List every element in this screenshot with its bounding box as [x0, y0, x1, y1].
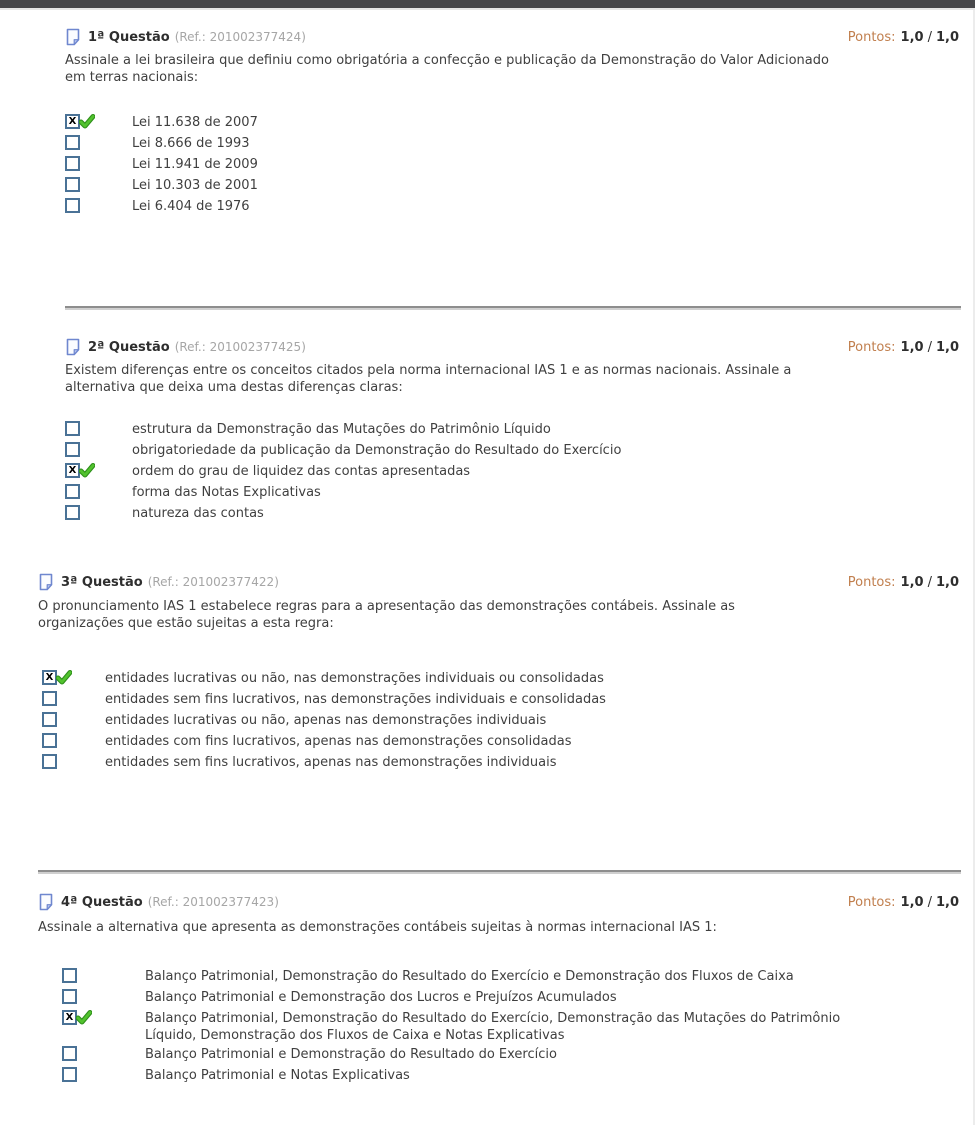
option-row: [38, 689, 959, 710]
answer-checkbox[interactable]: [62, 1046, 77, 1061]
option-label: Balanço Patrimonial e Demonstração dos Lucros e Prejuízos Acumulados: [145, 990, 617, 1005]
option-label: entidades lucrativas ou não, apenas nas demonstrações individuais: [105, 713, 547, 728]
checkbox-wrap: [65, 505, 80, 520]
options-list: [38, 966, 959, 1086]
answer-checkbox[interactable]: [65, 421, 80, 436]
question-text: Assinale a lei brasileira que definiu como obrigatória a confecção e publicação da Demonstração do Valor Adicionado em terras nacionais:: [65, 53, 829, 85]
correct-checkmark-icon: [79, 463, 95, 478]
option-label: entidades com fins lucrativos, apenas nas demonstrações consolidadas: [105, 734, 572, 749]
option-label: Lei 11.638 de 2007: [132, 115, 258, 130]
checkbox-wrap: [42, 712, 57, 727]
option-row: [65, 154, 959, 175]
points-separator: /: [927, 29, 932, 45]
option-label: obrigatoriedade da publicação da Demonstração do Resultado do Exercício: [132, 443, 622, 458]
option-label: Balanço Patrimonial, Demonstração do Resultado do Exercício e Demonstração dos Fluxos de Caixa: [145, 969, 794, 984]
option-row: [65, 482, 959, 503]
option-label: estrutura da Demonstração das Mutações do Patrimônio Líquido: [132, 422, 551, 437]
option-row: [65, 112, 959, 133]
questions-container: [0, 27, 975, 1086]
option-row: [65, 419, 959, 440]
option-row: [65, 461, 959, 482]
option-label: entidades lucrativas ou não, nas demonstrações individuais ou consolidadas: [105, 671, 604, 686]
checkbox-wrap: [42, 691, 57, 706]
points-earned: 1,0: [900, 29, 924, 45]
answer-checkbox[interactable]: [62, 989, 77, 1004]
options-list: [38, 668, 959, 773]
top-bar: [0, 0, 975, 10]
question-text: O pronunciamento IAS 1 estabelece regras para a apresentação das demonstrações contábeis. Assinale as organizações que estão sujeitas a esta regra:: [38, 599, 735, 631]
checkbox-wrap: [65, 484, 80, 499]
checkbox-wrap: [65, 421, 80, 436]
option-label: Lei 10.303 de 2001: [132, 178, 258, 193]
checkbox-wrap: [65, 156, 80, 171]
answer-checkbox[interactable]: [62, 1067, 77, 1082]
option-row: [38, 966, 959, 987]
option-row: [65, 503, 959, 524]
question-ref: (Ref.: 201002377425): [174, 340, 306, 354]
option-row: [38, 668, 959, 689]
checkbox-wrap: [62, 1046, 77, 1061]
option-label: natureza das contas: [132, 506, 264, 521]
correct-checkmark-icon: [56, 670, 72, 685]
correct-checkmark-icon: [79, 114, 95, 129]
question-number: 2ª Questão: [88, 339, 170, 355]
checkbox-wrap: [62, 1010, 77, 1025]
answer-checkbox[interactable]: [65, 177, 80, 192]
points-earned: 1,0: [900, 574, 924, 590]
option-row: [65, 133, 959, 154]
points-total: 1,0: [935, 894, 959, 910]
answer-checkbox[interactable]: [42, 712, 57, 727]
option-row: [38, 731, 959, 752]
question-ref: (Ref.: 201002377422): [147, 575, 279, 589]
option-row: [38, 987, 959, 1008]
points-label: Pontos:: [847, 574, 896, 590]
checkbox-wrap: [65, 442, 80, 457]
question-divider: [38, 870, 961, 874]
option-label: Balanço Patrimonial e Notas Explicativas: [145, 1068, 410, 1083]
answer-checkbox[interactable]: [65, 442, 80, 457]
option-row: [65, 440, 959, 461]
checkbox-wrap: [65, 463, 80, 478]
option-row: [65, 175, 959, 196]
checkbox-wrap: [62, 989, 77, 1004]
options-list: [65, 112, 959, 217]
points: [848, 895, 959, 910]
document-icon: [65, 338, 81, 356]
question-header: [38, 572, 959, 592]
question-number: 4ª Questão: [61, 894, 143, 910]
points: [848, 340, 959, 355]
question-text: Assinale a alternativa que apresenta as demonstrações contábeis sujeitas à normas internacional IAS 1:: [38, 920, 717, 935]
option-row: [38, 1065, 959, 1086]
answer-checkbox[interactable]: [62, 968, 77, 983]
answer-checkbox[interactable]: [65, 135, 80, 150]
checkbox-wrap: [42, 754, 57, 769]
answer-checkbox[interactable]: [42, 754, 57, 769]
question-text: Existem diferenças entre os conceitos citados pela norma internacional IAS 1 e as normas nacionais. Assinale a alternativa que deixa uma destas diferenças claras:: [65, 363, 792, 395]
checkbox-wrap: [42, 733, 57, 748]
points: [848, 30, 959, 45]
option-label: Lei 8.666 de 1993: [132, 136, 250, 151]
question-block: [0, 892, 975, 1086]
points-earned: 1,0: [900, 339, 924, 355]
question-block: [0, 337, 975, 524]
checkbox-wrap: [65, 114, 80, 129]
question-divider: [65, 306, 961, 310]
points-label: Pontos:: [847, 339, 896, 355]
answer-checkbox[interactable]: X: [42, 670, 57, 685]
document-icon: [38, 893, 54, 911]
points-total: 1,0: [935, 574, 959, 590]
option-label: entidades sem fins lucrativos, apenas nas demonstrações individuais: [105, 755, 557, 770]
answer-checkbox[interactable]: [42, 691, 57, 706]
option-row: [38, 1008, 959, 1044]
correct-checkmark-icon: [76, 1010, 92, 1025]
checkbox-wrap: [65, 198, 80, 213]
option-label: ordem do grau de liquidez das contas apresentadas: [132, 464, 471, 479]
question-number: 1ª Questão: [88, 29, 170, 45]
options-list: [65, 419, 959, 524]
answer-checkbox[interactable]: X: [62, 1010, 77, 1025]
answer-checkbox[interactable]: [42, 733, 57, 748]
document-icon: [65, 28, 81, 46]
answer-checkbox[interactable]: [65, 484, 80, 499]
question-header: [38, 892, 959, 912]
points-label: Pontos:: [847, 29, 896, 45]
answer-checkbox[interactable]: [65, 198, 80, 213]
question-ref: (Ref.: 201002377424): [174, 30, 306, 44]
document-icon: [38, 573, 54, 591]
checkbox-wrap: [62, 968, 77, 983]
points-separator: /: [927, 894, 932, 910]
points-total: 1,0: [935, 339, 959, 355]
answer-checkbox[interactable]: [65, 505, 80, 520]
points-separator: /: [927, 574, 932, 590]
option-row: [38, 752, 959, 773]
question-block: [0, 27, 975, 217]
question-header: [65, 337, 959, 357]
answer-checkbox[interactable]: X: [65, 114, 80, 129]
checkbox-wrap: [65, 135, 80, 150]
option-row: [38, 1044, 959, 1065]
checkbox-wrap: [65, 177, 80, 192]
question-number: 3ª Questão: [61, 574, 143, 590]
option-label: Lei 11.941 de 2009: [132, 157, 258, 172]
checkbox-wrap: [42, 670, 57, 685]
option-label: forma das Notas Explicativas: [132, 485, 321, 500]
option-label: entidades sem fins lucrativos, nas demonstrações individuais e consolidadas: [105, 692, 606, 707]
points-label: Pontos:: [847, 894, 896, 910]
question-block: [0, 572, 975, 773]
answer-checkbox[interactable]: X: [65, 463, 80, 478]
option-label: Lei 6.404 de 1976: [132, 199, 250, 214]
option-row: [65, 196, 959, 217]
option-label: Balanço Patrimonial, Demonstração do Resultado do Exercício, Demonstração das Mutações do Patrimônio Líquido, Demonstração dos Fluxos de Caixa e Notas Explicativas: [145, 1011, 841, 1043]
answer-checkbox[interactable]: [65, 156, 80, 171]
question-header: [65, 27, 959, 47]
points-separator: /: [927, 339, 932, 355]
points: [848, 575, 959, 590]
checkbox-wrap: [62, 1067, 77, 1082]
option-row: [38, 710, 959, 731]
option-label: Balanço Patrimonial e Demonstração do Resultado do Exercício: [145, 1047, 557, 1062]
points-earned: 1,0: [900, 894, 924, 910]
points-total: 1,0: [935, 29, 959, 45]
question-ref: (Ref.: 201002377423): [147, 895, 279, 909]
